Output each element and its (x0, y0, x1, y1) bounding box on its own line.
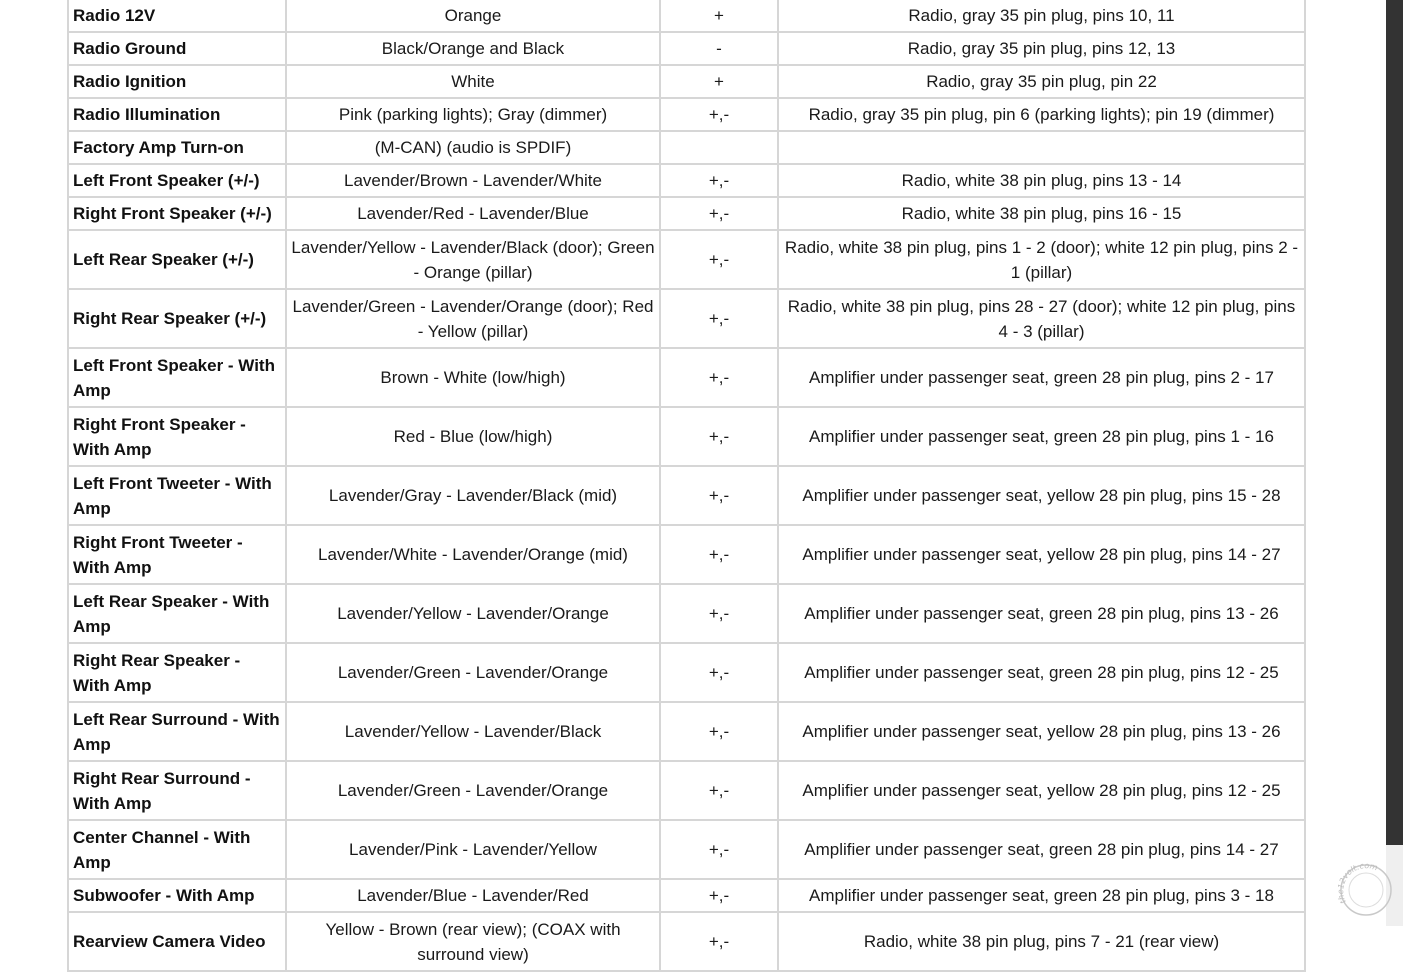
function-cell: Left Rear Speaker (+/-) (68, 230, 286, 289)
location-cell: Radio, white 38 pin plug, pins 13 - 14 (778, 164, 1305, 197)
table-row (68, 197, 1305, 230)
polarity-cell: +,- (660, 820, 778, 879)
table-row (68, 912, 1305, 971)
watermark-text: t 2volt.com (1338, 862, 1379, 906)
function-cell: Left Rear Surround - With Amp (68, 702, 286, 761)
wire-color-cell: Lavender/Yellow - Lavender/Black (286, 702, 660, 761)
location-cell: Amplifier under passenger seat, yellow 28 pin plug, pins 13 - 26 (778, 702, 1305, 761)
wiring-table-body (68, 0, 1305, 971)
polarity-cell: +,- (660, 289, 778, 348)
function-cell: Right Front Speaker - With Amp (68, 407, 286, 466)
wiring-table (67, 0, 1306, 972)
location-cell: Amplifier under passenger seat, green 28 pin plug, pins 3 - 18 (778, 879, 1305, 912)
wire-color-cell: Lavender/Brown - Lavender/White (286, 164, 660, 197)
location-cell: Amplifier under passenger seat, green 28 pin plug, pins 12 - 25 (778, 643, 1305, 702)
function-cell: Rearview Camera Video (68, 912, 286, 971)
function-cell: Left Front Tweeter - With Amp (68, 466, 286, 525)
function-cell: Radio Ignition (68, 65, 286, 98)
wire-color-cell: Lavender/Blue - Lavender/Red (286, 879, 660, 912)
function-cell: Right Front Speaker (+/-) (68, 197, 286, 230)
polarity-cell: +,- (660, 525, 778, 584)
wire-color-cell: White (286, 65, 660, 98)
polarity-cell: +,- (660, 230, 778, 289)
location-cell: Amplifier under passenger seat, green 28 pin plug, pins 13 - 26 (778, 584, 1305, 643)
polarity-cell: +,- (660, 912, 778, 971)
function-cell: Right Rear Speaker - With Amp (68, 643, 286, 702)
wire-color-cell: Black/Orange and Black (286, 32, 660, 65)
wire-color-cell: Brown - White (low/high) (286, 348, 660, 407)
table-row (68, 643, 1305, 702)
table-row (68, 65, 1305, 98)
watermark-icon (1338, 862, 1394, 918)
function-cell: Right Front Tweeter - With Amp (68, 525, 286, 584)
table-row (68, 289, 1305, 348)
wire-color-cell: Lavender/Yellow - Lavender/Black (door); Green - Orange (pillar) (286, 230, 660, 289)
function-cell: Radio 12V (68, 0, 286, 32)
table-row (68, 761, 1305, 820)
location-cell: Radio, white 38 pin plug, pins 16 - 15 (778, 197, 1305, 230)
location-cell: Radio, gray 35 pin plug, pin 22 (778, 65, 1305, 98)
function-cell: Left Rear Speaker - With Amp (68, 584, 286, 643)
location-cell (778, 131, 1305, 164)
polarity-cell: +,- (660, 466, 778, 525)
location-cell: Radio, white 38 pin plug, pins 1 - 2 (door); white 12 pin plug, pins 2 - 1 (pillar) (778, 230, 1305, 289)
table-row (68, 584, 1305, 643)
polarity-cell: + (660, 0, 778, 32)
polarity-cell: +,- (660, 702, 778, 761)
wire-color-cell: (M-CAN) (audio is SPDIF) (286, 131, 660, 164)
polarity-cell: +,- (660, 164, 778, 197)
wire-color-cell: Lavender/Green - Lavender/Orange (286, 761, 660, 820)
location-cell: Amplifier under passenger seat, green 28 pin plug, pins 1 - 16 (778, 407, 1305, 466)
table-row (68, 348, 1305, 407)
wire-color-cell: Lavender/Yellow - Lavender/Orange (286, 584, 660, 643)
location-cell: Radio, white 38 pin plug, pins 28 - 27 (door); white 12 pin plug, pins 4 - 3 (pillar) (778, 289, 1305, 348)
function-cell: Radio Illumination (68, 98, 286, 131)
polarity-cell: +,- (660, 98, 778, 131)
location-cell: Radio, gray 35 pin plug, pin 6 (parking lights); pin 19 (dimmer) (778, 98, 1305, 131)
polarity-cell: - (660, 32, 778, 65)
location-cell: Amplifier under passenger seat, yellow 28 pin plug, pins 12 - 25 (778, 761, 1305, 820)
polarity-cell: + (660, 65, 778, 98)
table-row (68, 164, 1305, 197)
table-row (68, 98, 1305, 131)
wire-color-cell: Lavender/White - Lavender/Orange (mid) (286, 525, 660, 584)
polarity-cell (660, 131, 778, 164)
table-row (68, 466, 1305, 525)
polarity-cell: +,- (660, 407, 778, 466)
location-cell: Amplifier under passenger seat, green 28 pin plug, pins 2 - 17 (778, 348, 1305, 407)
wire-color-cell: Lavender/Red - Lavender/Blue (286, 197, 660, 230)
svg-text:the12volt.com (1338, 862, 1379, 905)
wire-color-cell: Lavender/Pink - Lavender/Yellow (286, 820, 660, 879)
table-row (68, 0, 1305, 32)
wire-color-cell: Yellow - Brown (rear view); (COAX with surround view) (286, 912, 660, 971)
wire-color-cell: Red - Blue (low/high) (286, 407, 660, 466)
location-cell: Amplifier under passenger seat, green 28 pin plug, pins 14 - 27 (778, 820, 1305, 879)
polarity-cell: +,- (660, 584, 778, 643)
function-cell: Radio Ground (68, 32, 286, 65)
location-cell: Amplifier under passenger seat, yellow 28 pin plug, pins 15 - 28 (778, 466, 1305, 525)
function-cell: Factory Amp Turn-on (68, 131, 286, 164)
table-row (68, 32, 1305, 65)
function-cell: Center Channel - With Amp (68, 820, 286, 879)
table-row (68, 820, 1305, 879)
wire-color-cell: Lavender/Green - Lavender/Orange (door); Red - Yellow (pillar) (286, 289, 660, 348)
table-row (68, 230, 1305, 289)
wire-color-cell: Pink (parking lights); Gray (dimmer) (286, 98, 660, 131)
table-row (68, 131, 1305, 164)
location-cell: Radio, white 38 pin plug, pins 7 - 21 (rear view) (778, 912, 1305, 971)
function-cell: Subwoofer - With Amp (68, 879, 286, 912)
function-cell: Left Front Speaker - With Amp (68, 348, 286, 407)
wire-color-cell: Lavender/Green - Lavender/Orange (286, 643, 660, 702)
table-row (68, 407, 1305, 466)
function-cell: Left Front Speaker (+/-) (68, 164, 286, 197)
wiring-table-container (67, 0, 1304, 972)
polarity-cell: +,- (660, 643, 778, 702)
vertical-scrollbar-thumb[interactable] (1386, 0, 1403, 845)
wire-color-cell: Orange (286, 0, 660, 32)
table-row (68, 879, 1305, 912)
function-cell: Right Rear Surround - With Amp (68, 761, 286, 820)
location-cell: Amplifier under passenger seat, yellow 28 pin plug, pins 14 - 27 (778, 525, 1305, 584)
polarity-cell: +,- (660, 879, 778, 912)
location-cell: Radio, gray 35 pin plug, pins 10, 11 (778, 0, 1305, 32)
table-row (68, 525, 1305, 584)
location-cell: Radio, gray 35 pin plug, pins 12, 13 (778, 32, 1305, 65)
polarity-cell: +,- (660, 761, 778, 820)
polarity-cell: +,- (660, 197, 778, 230)
table-row (68, 702, 1305, 761)
polarity-cell: +,- (660, 348, 778, 407)
function-cell: Right Rear Speaker (+/-) (68, 289, 286, 348)
wire-color-cell: Lavender/Gray - Lavender/Black (mid) (286, 466, 660, 525)
